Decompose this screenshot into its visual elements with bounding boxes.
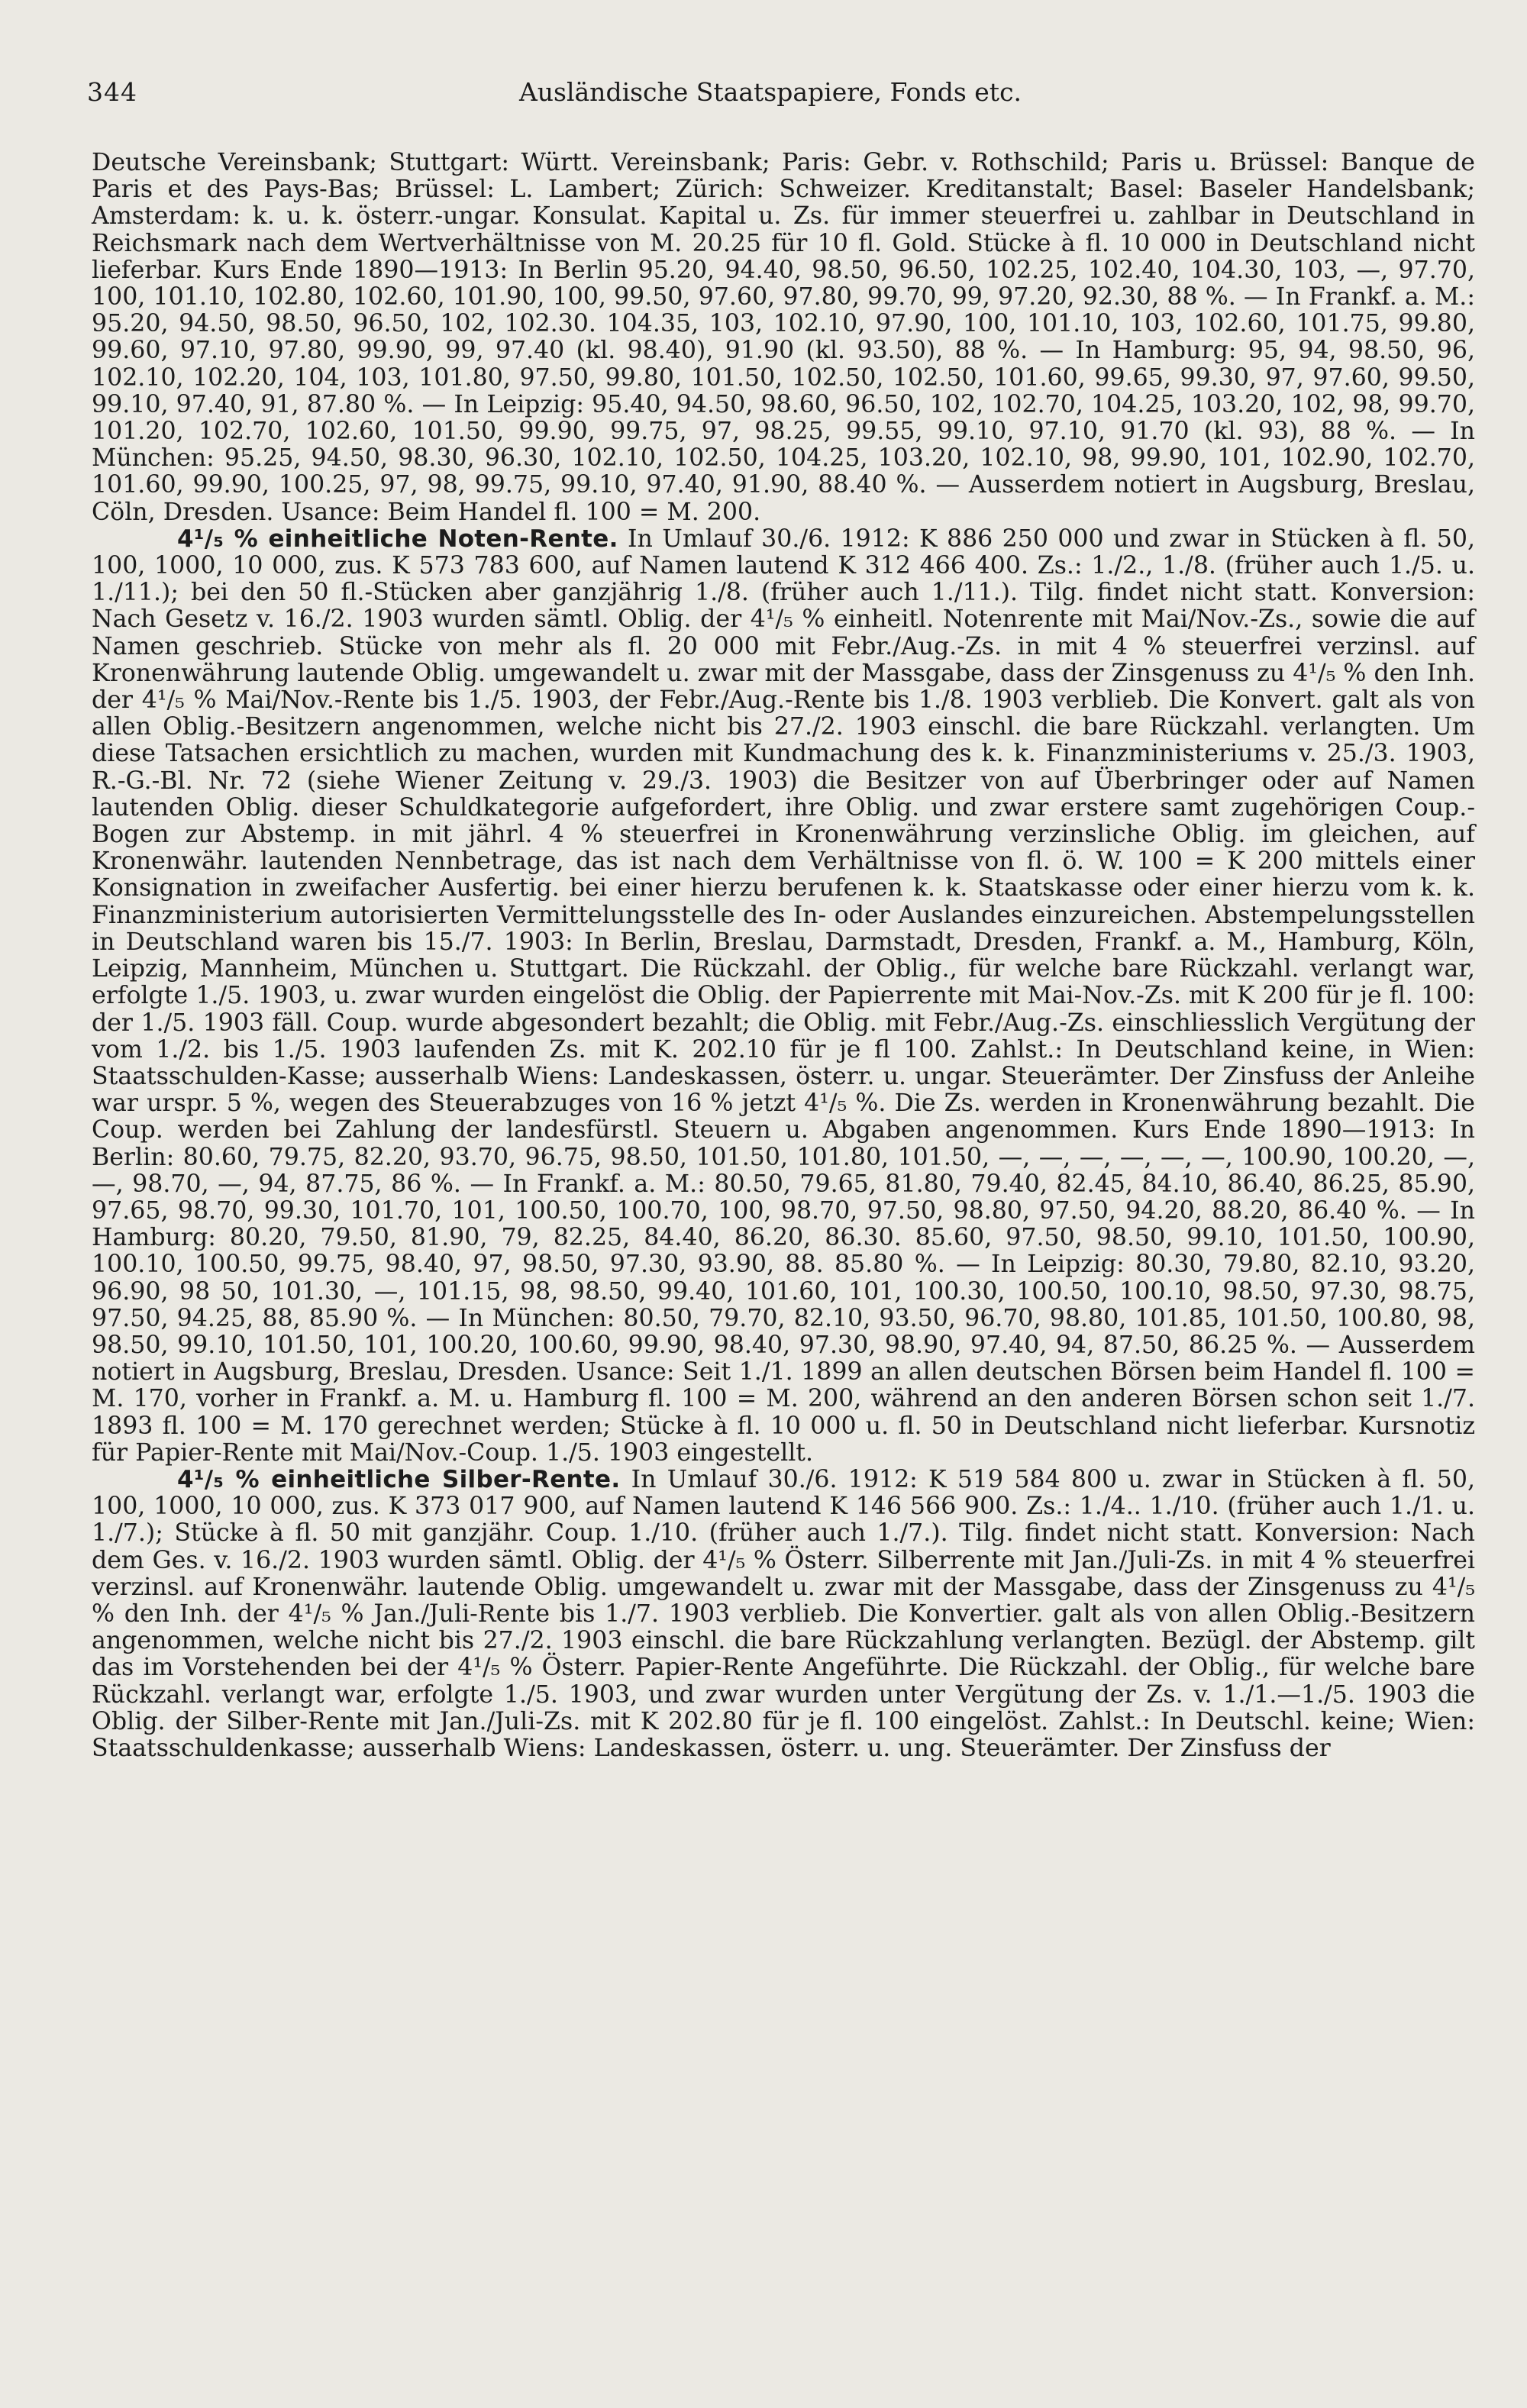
page-number: 344 xyxy=(87,77,137,107)
noten-rente-section xyxy=(92,526,1475,1467)
silber-rente-section xyxy=(92,1467,1475,1762)
running-title: Ausländische Staatspapiere, Fonds etc. xyxy=(518,77,1022,107)
noten-rente-heading: 4¹/₅ % einheitliche Noten-Rente. xyxy=(177,525,618,553)
page-body xyxy=(92,150,1475,1762)
page-header xyxy=(87,73,1454,111)
noten-rente-text: In Umlauf 30./6. 1912: K 886 250 000 und zwar in Stücken à fl. 50, 100, 1000, 10 000, zus. K 573 783 600, auf Namen lautend K 312 466 400. Zs.: 1./2., 1./8. (früher auch 1./5. u. 1./11.); bei den 50 fl.-Stücken aber ganzjährig 1./8. (früher auch 1./11.). Tilg. findet nicht statt. Konversion: Nach Gesetz v. 16./2. 1903 wurden sämtl. Oblig. der 4¹/₅ % einheitl. Notenrente mit Mai/Nov.-Zs., sowie die auf Namen geschrieb. Stücke von mehr als fl. 20 000 mit Febr./Aug.-Zs. in mit 4 % steuerfrei verzinsl. auf Kronenwährung lautende Oblig. umgewandelt u. zwar mit der Massgabe, dass der Zinsgenuss zu 4¹/₅ % den Inh. der 4¹/₅ % Mai/Nov.-Rente bis 1./5. 1903, der Febr./Aug.-Rente bis 1./8. 1903 verblieb. Die Konvert. galt als von allen Oblig.-Besitzern angenommen, welche nicht bis 27./2. 1903 einschl. die bare Rückzahl. verlangten. Um diese Tatsachen ersichtlich zu machen, wurden mit Kundmachung des k. k. Finanzministeriums v. 25./3. 1903, R.-G.-Bl. Nr. 72 (siehe Wiener Zeitung v. 29./3. 1903) die Besitzer von auf Überbringer oder auf Namen lautenden Oblig. dieser Schuldkategorie aufgefordert, ihre Oblig. und zwar erstere samt zugehörigen Coup.-Bogen zur Abstemp. in mit jährl. 4 % steuerfrei in Kronenwährung verzinsliche Oblig. im gleichen, auf Kronenwähr. lautenden Nennbetrage, das ist nach dem Verhältnisse von fl. ö. W. 100 = K 200 mittels einer Konsignation in zweifacher Ausfertig. bei einer hierzu berufenen k. k. Staatskasse oder einer hierzu vom k. k. Finanzministerium autorisierten Vermittelungsstelle des In- oder Auslandes einzureichen. Abstempelungsstellen in Deutschland waren bis 15./7. 1903: In Berlin, Breslau, Darmstadt, Dresden, Frankf. a. M., Hamburg, Köln, Leipzig, Mannheim, München u. Stuttgart. Die Rückzahl. der Oblig., für welche bare Rückzahl. verlangt war, erfolgte 1./5. 1903, u. zwar wurden eingelöst die Oblig. der Papierrente mit Mai-Nov.-Zs. mit K 200 für je fl. 100: der 1./5. 1903 fäll. Coup. wurde abgesondert bezahlt; die Oblig. mit Febr./Aug.-Zs. einschliesslich Vergütung der vom 1./2. bis 1./5. 1903 laufenden Zs. mit K. 202.10 für je fl 100. Zahlst.: In Deutschland keine, in Wien: Staatsschulden-Kasse; ausserhalb Wiens: Landeskassen, österr. u. ungar. Steuerämter. Der Zinsfuss der Anleihe war urspr. 5 %, wegen des Steuerabzuges von 16 % jetzt 4¹/₅ %. Die Zs. werden in Kronenwährung bezahlt. Die Coup. werden bei Zahlung der landesfürstl. Steuern u. Abgaben angenommen. Kurs Ende 1890—1913: In Berlin: 80.60, 79.75, 82.20, 93.70, 96.75, 98.50, 101.50, 101.80, 101.50, —, —, —, —, —, —, 100.90, 100.20, —, —, 98.70, —, 94, 87.75, 86 %. — In Frankf. a. M.: 80.50, 79.65, 81.80, 79.40, 82.45, 84.10, 86.40, 86.25, 85.90, 97.65, 98.70, 99.30, 101.70, 101, 100.50, 100.70, 100, 98.70, 97.50, 98.80, 97.50, 94.20, 88.20, 86.40 %. — In Hamburg: 80.20, 79.50, 81.90, 79, 82.25, 84.40, 86.20, 86.30. 85.60, 97.50, 98.50, 99.10, 101.50, 100.90, 100.10, 100.50, 99.75, 98.40, 97, 98.50, 97.30, 93.90, 88. 85.80 %. — In Leipzig: 80.30, 79.80, 82.10, 93.20, 96.90, 98 50, 101.30, —, 101.15, 98, 98.50, 99.40, 101.60, 101, 100.30, 100.50, 100.10, 98.50, 97.30, 98.75, 97.50, 94.25, 88, 85.90 %. — In München: 80.50, 79.70, 82.10, 93.50, 96.70, 98.80, 101.85, 101.50, 100.80, 98, 98.50, 99.10, 101.50, 101, 100.20, 100.60, 99.90, 98.40, 97.30, 98.90, 97.40, 94, 87.50, 86.25 %. — Ausserdem notiert in Augsburg, Breslau, Dresden. Usance: Seit 1./1. 1899 an allen deutschen Börsen beim Handel fl. 100 = M. 170, vorher in Frankf. a. M. u. Hamburg fl. 100 = M. 200, während an den anderen Börsen schon seit 1./7. 1893 fl. 100 = M. 170 gerechnet werden; Stücke à fl. 10 000 u. fl. 50 in Deutschland nicht lieferbar. Kursnotiz für Papier-Rente mit Mai/Nov.-Coup. 1./5. 1903 eingestellt. xyxy=(92,525,1475,1467)
silber-rente-heading: 4¹/₅ % einheitliche Silber-Rente. xyxy=(177,1465,621,1493)
silber-rente-text: In Umlauf 30./6. 1912: K 519 584 800 u. zwar in Stücken à fl. 50, 100, 1000, 10 000, zus. K 373 017 900, auf Namen lautend K 146 566 900. Zs.: 1./4.. 1./10. (früher auch 1./1. u. 1./7.); Stücke à fl. 50 mit ganzjähr. Coup. 1./10. (früher auch 1./7.). Tilg. findet nicht statt. Konversion: Nach dem Ges. v. 16./2. 1903 wurden sämtl. Oblig. der 4¹/₅ % Österr. Silberrente mit Jan./Juli-Zs. in mit 4 % steuerfrei verzinsl. auf Kronenwähr. lautende Oblig. umgewandelt u. zwar mit der Massgabe, dass der Zinsgenuss zu 4¹/₅ % den Inh. der 4¹/₅ % Jan./Juli-Rente bis 1./7. 1903 verblieb. Die Konvertier. galt als von allen Oblig.-Besitzern angenommen, welche nicht bis 27./2. 1903 einschl. die bare Rückzahlung verlangten. Bezügl. der Abstemp. gilt das im Vorstehenden bei der 4¹/₅ % Österr. Papier-Rente Angeführte. Die Rückzahl. der Oblig., für welche bare Rückzahl. verlangt war, erfolgte 1./5. 1903, und zwar wurden unter Vergütung der Zs. v. 1./1.—1./5. 1903 die Oblig. der Silber-Rente mit Jan./Juli-Zs. mit K 202.80 für je fl. 100 eingelöst. Zahlst.: In Deutschl. keine; Wien: Staatsschuldenkasse; ausserhalb Wiens: Landeskassen, österr. u. ung. Steuerämter. Der Zinsfuss der xyxy=(92,1465,1475,1762)
intro-paragraph: Deutsche Vereinsbank; Stuttgart: Württ. Vereinsbank; Paris: Gebr. v. Rothschild; Paris u. Brüssel: Banque de Paris et des Pays-Bas; Brüssel: L. Lambert; Zürich: Schweizer. Kreditanstalt; Basel: Baseler Handelsbank; Amsterdam: k. u. k. österr.-ungar. Konsulat. Kapital u. Zs. für immer steuerfrei u. zahlbar in Deutschland in Reichsmark nach dem Wertverhältnisse von M. 20.25 für 10 fl. Gold. Stücke à fl. 10 000 in Deutschland nicht lieferbar. Kurs Ende 1890—1913: In Berlin 95.20, 94.40, 98.50, 96.50, 102.25, 102.40, 104.30, 103, —, 97.70, 100, 101.10, 102.80, 102.60, 101.90, 100, 99.50, 97.60, 97.80, 99.70, 99, 97.20, 92.30, 88 %. — In Frankf. a. M.: 95.20, 94.50, 98.50, 96.50, 102, 102.30. 104.35, 103, 102.10, 97.90, 100, 101.10, 103, 102.60, 101.75, 99.80, 99.60, 97.10, 97.80, 99.90, 99, 97.40 (kl. 98.40), 91.90 (kl. 93.50), 88 %. — In Hamburg: 95, 94, 98.50, 96, 102.10, 102.20, 104, 103, 101.80, 97.50, 99.80, 101.50, 102.50, 102.50, 101.60, 99.65, 99.30, 97, 97.60, 99.50, 99.10, 97.40, 91, 87.80 %. — In Leipzig: 95.40, 94.50, 98.60, 96.50, 102, 102.70, 104.25, 103.20, 102, 98, 99.70, 101.20, 102.70, 102.60, 101.50, 99.90, 99.75, 97, 98.25, 99.55, 99.10, 97.10, 91.70 (kl. 93), 88 %. — In München: 95.25, 94.50, 98.30, 96.30, 102.10, 102.50, 104.25, 103.20, 102.10, 98, 99.90, 101, 102.90, 102.70, 101.60, 99.90, 100.25, 97, 98, 99.75, 99.10, 97.40, 91.90, 88.40 %. — Ausserdem notiert in Augsburg, Breslau, Cöln, Dresden. Usance: Beim Handel fl. 100 = M. 200. xyxy=(92,149,1475,526)
